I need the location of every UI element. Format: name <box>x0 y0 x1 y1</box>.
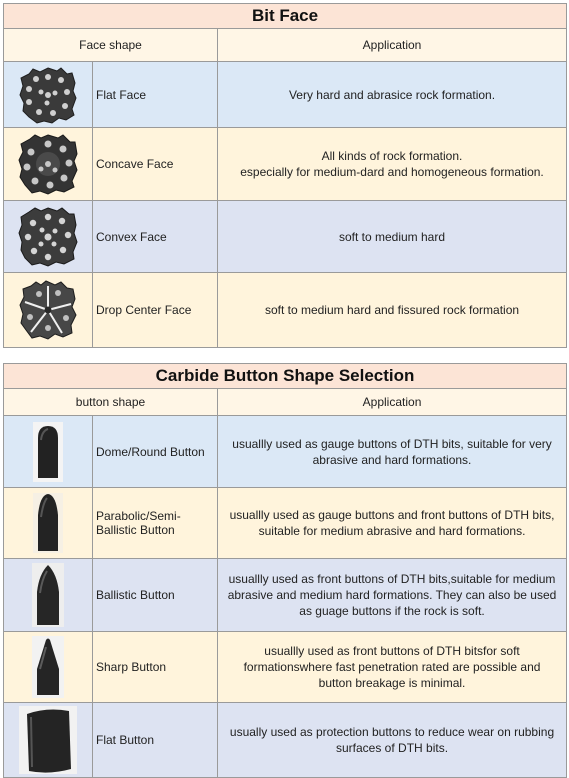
face-shape-name: Convex Face <box>93 201 218 273</box>
table-row <box>4 632 567 703</box>
table-row <box>4 703 567 778</box>
table-row <box>4 488 567 559</box>
carbide-title: Carbide Button Shape Selection <box>4 364 567 389</box>
button-shape-name: Flat Button <box>93 703 218 778</box>
face-shape-name: Drop Center Face <box>93 273 218 348</box>
button-shape-name: Parabolic/Semi-Ballistic Button <box>93 488 218 559</box>
face-shape-header: Face shape <box>4 29 218 62</box>
button-shape-name: Dome/Round Button <box>93 416 218 488</box>
flat-face-bit-image <box>4 62 93 128</box>
sharp-button-image <box>4 632 93 703</box>
table-row <box>4 559 567 632</box>
table-row <box>4 201 567 273</box>
button-application: usuallly used as front buttons of DTH bits,suitable for medium abrasive and medium hard formations. They can also be used as guage buttons if the rock is soft. <box>218 559 567 632</box>
convex-face-bit-image <box>4 201 93 273</box>
face-application: soft to medium hard and fissured rock formation <box>218 273 567 348</box>
bit-face-title: Bit Face <box>4 4 567 29</box>
button-application: usuallly used as front buttons of DTH bitsfor soft formationswhere fast penetration rated are possible and button breakage is minimal. <box>218 632 567 703</box>
button-application: usuallly used as gauge buttons and front buttons of DTH bits, suitable for medium abrasive and hard formations. <box>218 488 567 559</box>
table-row <box>4 62 567 128</box>
table-row <box>4 273 567 348</box>
button-shape-name: Sharp Button <box>93 632 218 703</box>
carbide-button-table <box>3 363 567 778</box>
application-header: Application <box>218 29 567 62</box>
table-row <box>4 128 567 201</box>
button-application: usually used as protection buttons to reduce wear on rubbing surfaces of DTH bits. <box>218 703 567 778</box>
parabolic-button-image <box>4 488 93 559</box>
table-row <box>4 416 567 488</box>
button-shape-name: Ballistic Button <box>93 559 218 632</box>
concave-face-bit-image <box>4 128 93 201</box>
face-shape-name: Concave Face <box>93 128 218 201</box>
flat-button-image <box>4 703 93 778</box>
bit-face-table <box>3 3 567 348</box>
button-application: usuallly used as gauge buttons of DTH bits, suitable for very abrasive and hard formations. <box>218 416 567 488</box>
face-shape-name: Flat Face <box>93 62 218 128</box>
application-header: Application <box>218 389 567 416</box>
face-application: All kinds of rock formation. especially for medium-dard and homogeneous formation. <box>218 128 567 201</box>
face-application: Very hard and abrasice rock formation. <box>218 62 567 128</box>
face-application: soft to medium hard <box>218 201 567 273</box>
drop-center-face-bit-image <box>4 273 93 348</box>
button-shape-header: button shape <box>4 389 218 416</box>
dome-button-image <box>4 416 93 488</box>
ballistic-button-image <box>4 559 93 632</box>
